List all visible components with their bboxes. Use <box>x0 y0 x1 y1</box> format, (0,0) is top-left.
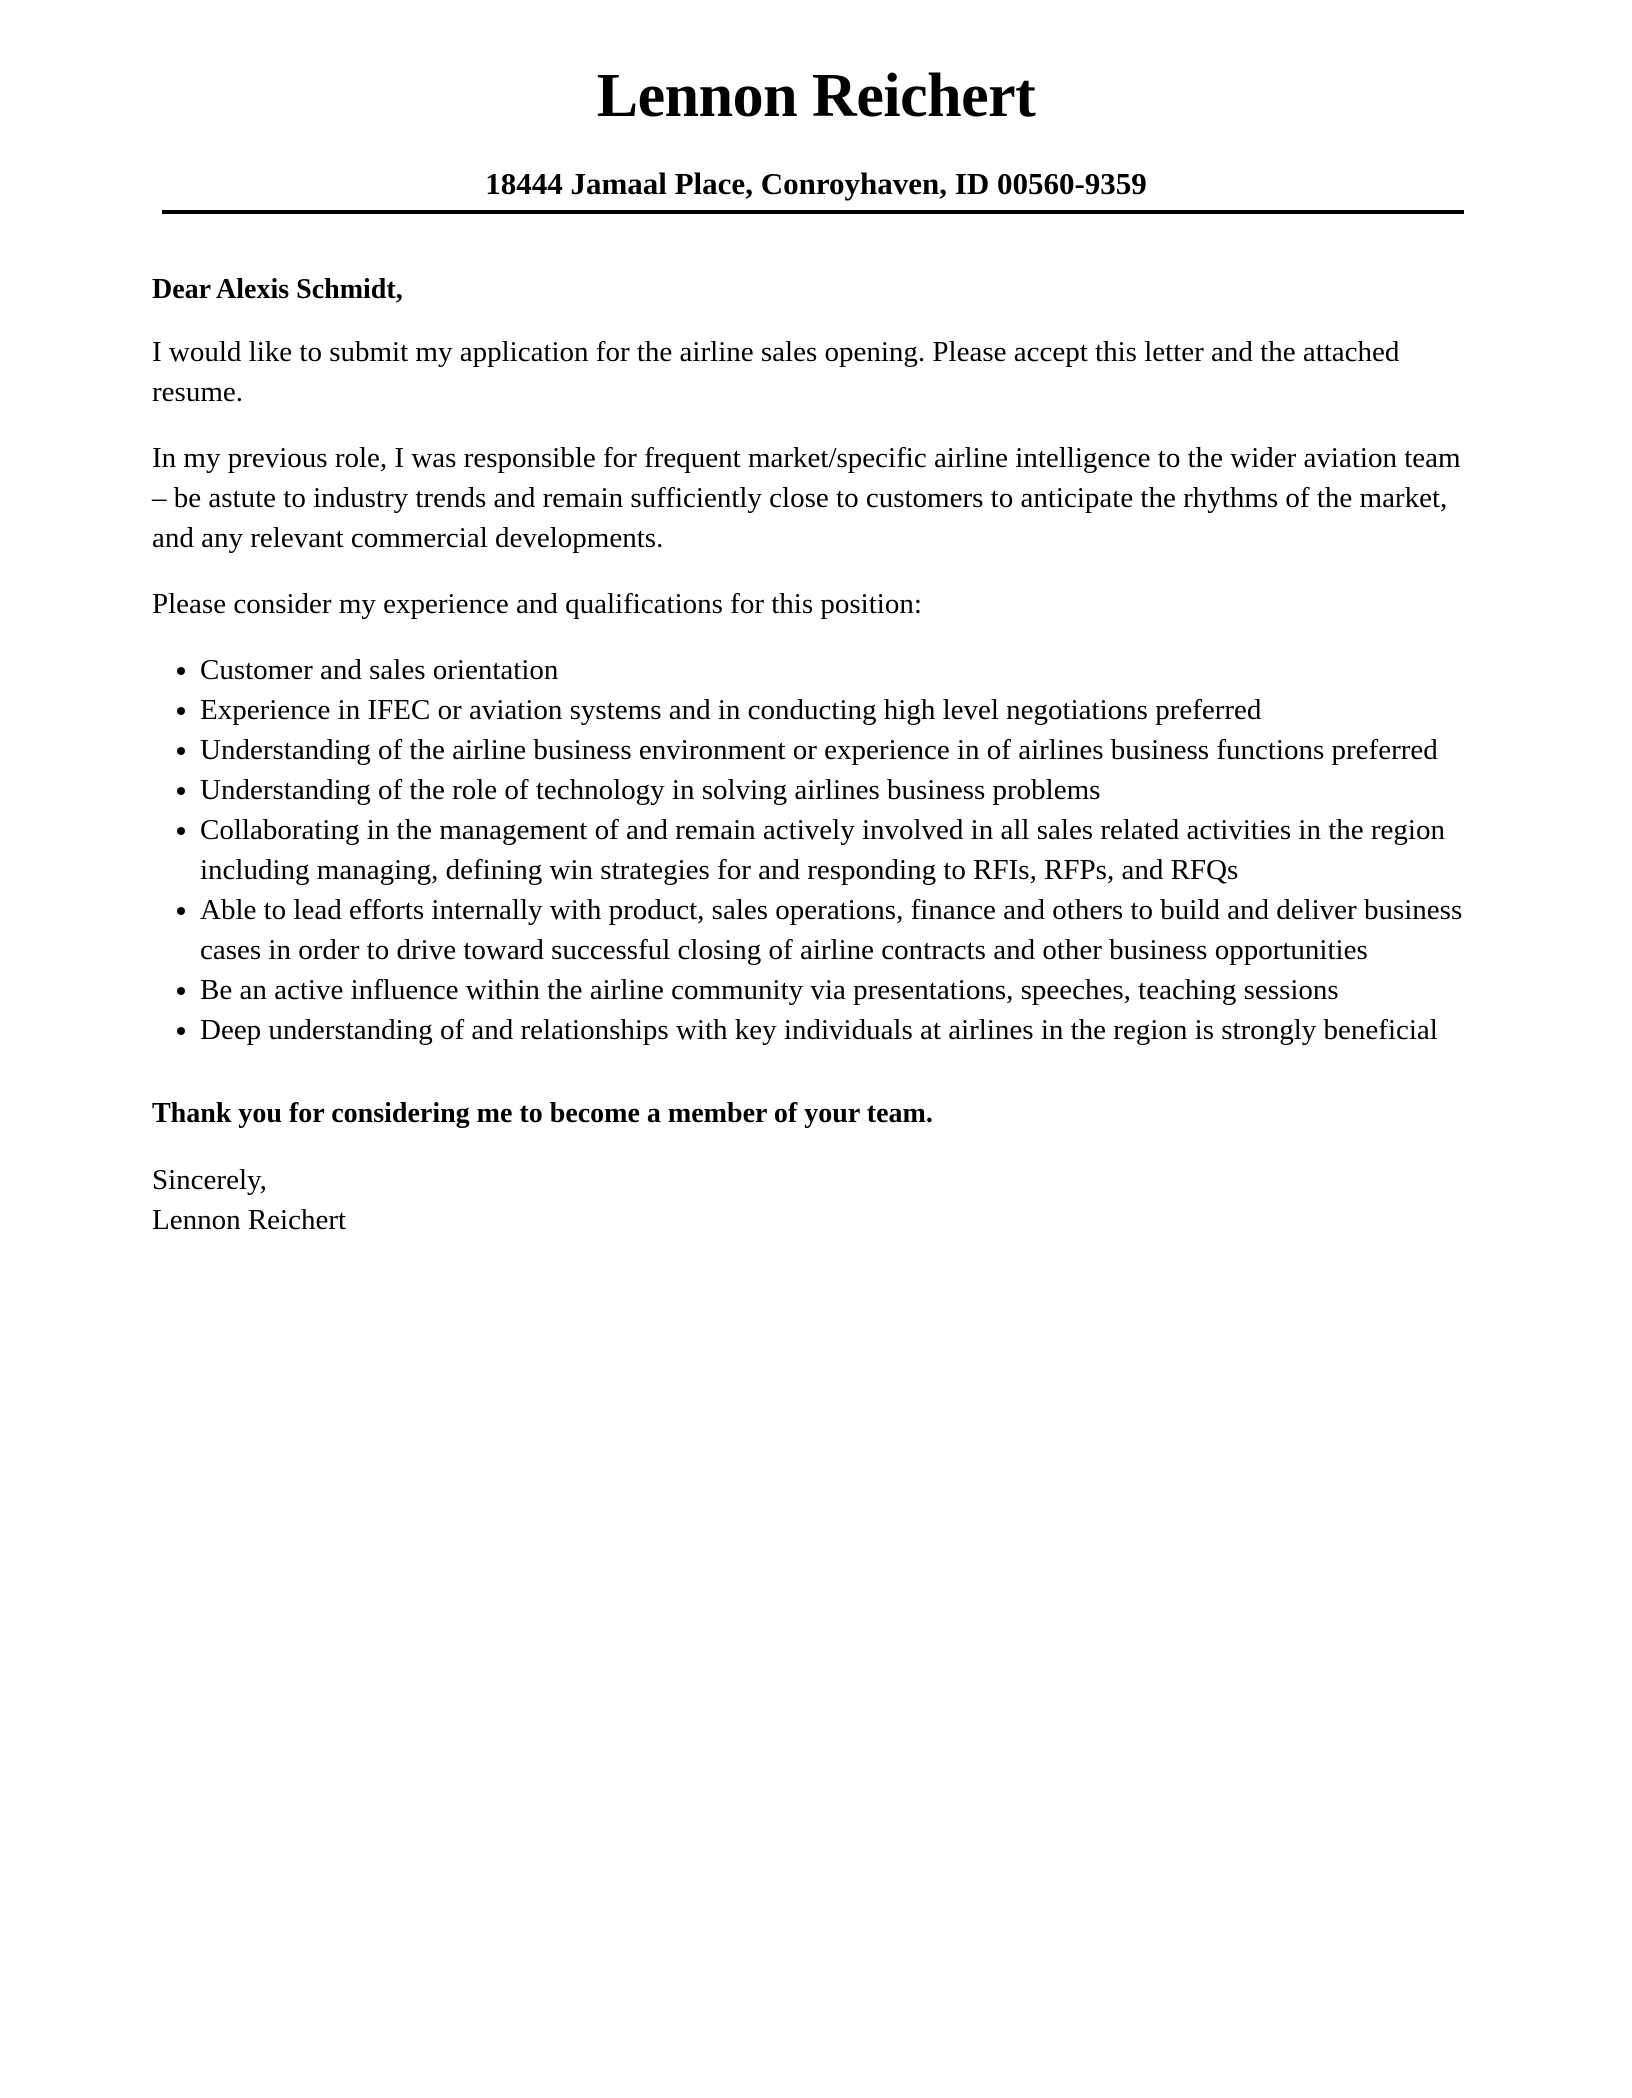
list-item: • Understanding of the role of technology in solving airlines business problems <box>200 770 1472 810</box>
list-item: • Collaborating in the management of and remain actively involved in all sales related activities in the region including managing, defining win strategies for and responding to RFIs, RFPs, and RFQs <box>200 810 1472 890</box>
experience-paragraph: In my previous role, I was responsible for frequent market/specific airline intelligence to the wider aviation team – be astute to industry trends and remain sufficiently close to customers to anticipate the rhythms of the market, and any relevant commercial developments. <box>152 442 1461 554</box>
signature: Lennon Reichert <box>152 1204 347 1236</box>
list-item: • Understanding of the airline business environment or experience in of airlines business functions preferred <box>200 730 1472 770</box>
list-item: • Deep understanding of and relationships with key individuals at airlines in the region is strongly beneficial <box>200 1010 1472 1050</box>
list-item: • Be an active influence within the airline community via presentations, speeches, teaching sessions <box>200 970 1472 1010</box>
thanks-line: Thank you for considering me to become a member of your team. <box>152 1098 933 1129</box>
header-divider <box>162 210 1464 214</box>
list-item: • Customer and sales orientation <box>200 650 1472 690</box>
applicant-address: 18444 Jamaal Place, Conroyhaven, ID 00560-9359 <box>485 166 1147 201</box>
salutation: Dear Alexis Schmidt, <box>152 274 403 305</box>
list-item: • Experience in IFEC or aviation systems and in conducting high level negotiations preferred <box>200 690 1472 730</box>
intro-paragraph: I would like to submit my application for the airline sales opening. Please accept this letter and the attached resume. <box>152 336 1400 408</box>
applicant-name: Lennon Reichert <box>596 62 1036 130</box>
closing: Sincerely, <box>152 1164 267 1196</box>
qualifications-intro: Please consider my experience and qualifications for this position: <box>152 588 922 620</box>
letter-body <box>152 270 1472 1240</box>
qualifications-list <box>152 650 1472 1050</box>
list-item: • Able to lead efforts internally with product, sales operations, finance and others to build and deliver business cases in order to drive toward successful closing of airline contracts and other business opportunities <box>200 890 1472 970</box>
